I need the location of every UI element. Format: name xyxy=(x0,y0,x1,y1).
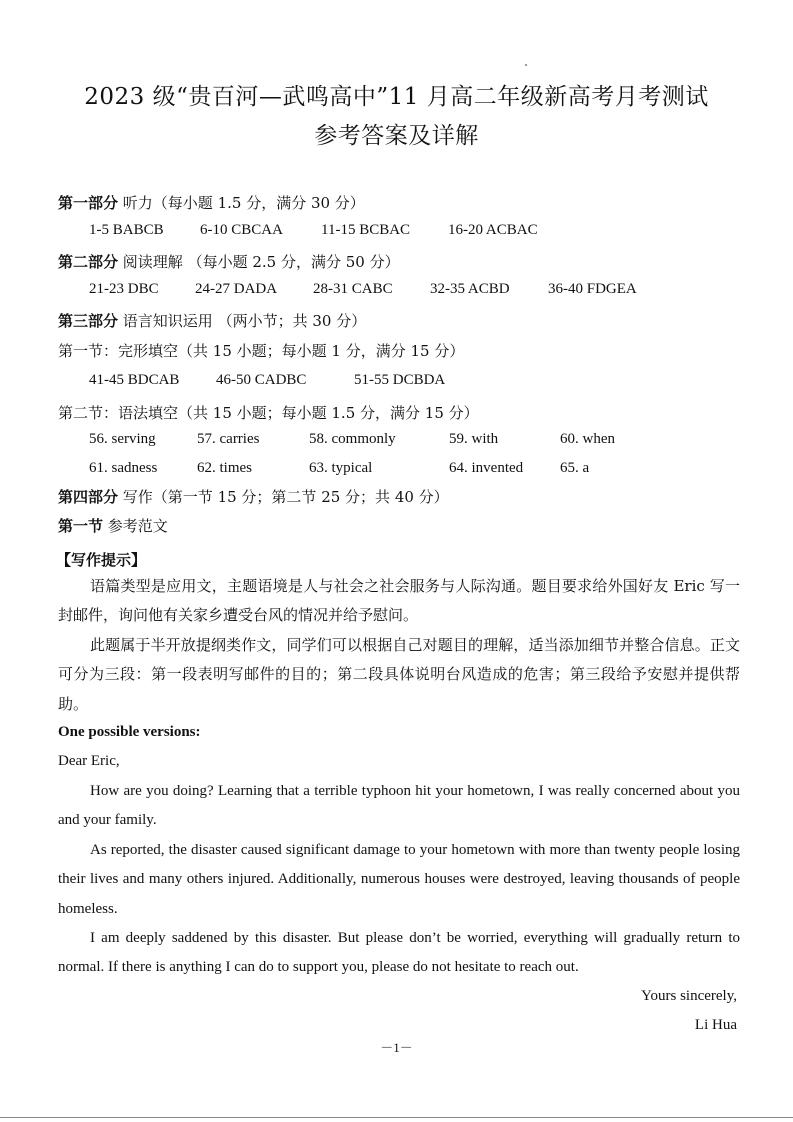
writing-tips-paragraph: 语篇类型是应用文，主题语境是人与社会之社会服务与人际沟通。题目要求给外国好友 Eric 写一封邮件，询问他有关家乡遭受台风的情况并给予慰问。 xyxy=(58,577,740,625)
answer-group: 32-35 ACBD xyxy=(430,281,510,297)
answer-group: 46-50 CADBC xyxy=(216,372,307,388)
part2-label: 第二部分 xyxy=(58,253,119,271)
part4-section1-desc: 参考范文 xyxy=(107,517,168,535)
answer-item: 58. commonly xyxy=(309,431,396,447)
answer-item: 64. invented xyxy=(449,460,524,476)
part1-desc: 听力（每小题 1.5 分，满分 30 分） xyxy=(122,194,365,212)
answer-group: 51-55 DCBDA xyxy=(354,372,446,388)
answer-group: 6-10 CBCAA xyxy=(200,222,283,238)
letter-closing: Yours sincerely, xyxy=(641,988,737,1004)
versions-heading: One possible versions: xyxy=(58,724,201,740)
part3-section1-heading: 第一节：完形填空（共 15 小题；每小题 1 分，满分 15 分） xyxy=(58,342,465,360)
letter-greeting: Dear Eric, xyxy=(58,753,120,769)
answer-group: 24-27 DADA xyxy=(195,281,278,297)
answer-group: 41-45 BDCAB xyxy=(89,372,180,388)
part4-label: 第四部分 xyxy=(58,488,119,506)
part2-heading xyxy=(58,251,400,272)
letter-signature: Li Hua xyxy=(694,1017,737,1033)
answer-group: 1-5 BABCB xyxy=(89,222,164,238)
answer-item: 61. sadness xyxy=(89,460,158,476)
part1-label: 第一部分 xyxy=(58,194,119,212)
answer-item: 63. typical xyxy=(309,460,373,476)
letter-paragraph: I am deeply saddened by this disaster. But please don’t be worried, everything will gradually return to normal. If there is anything I can do to support you, please do not hesitate to reach out. xyxy=(58,930,740,976)
answer-group: 11-15 BCBAC xyxy=(321,222,411,238)
page-number: －1－ xyxy=(380,1040,413,1055)
part4-section1-heading xyxy=(58,515,168,536)
answer-item: 62. times xyxy=(197,460,252,476)
part3-section2-heading: 第二节：语法填空（共 15 小题；每小题 1.5 分，满分 15 分） xyxy=(58,404,479,422)
answer-item: 56. serving xyxy=(89,431,156,447)
stray-dot xyxy=(525,64,527,66)
answer-group: 28-31 CABC xyxy=(313,281,393,297)
answer-item: 65. a xyxy=(560,460,590,476)
part4-section1-label: 第一节 xyxy=(58,517,104,535)
writing-tips-heading: 【写作提示】 xyxy=(56,551,147,569)
writing-tips-paragraph: 此题属于半开放提纲类作文，同学们可以根据自己对题目的理解，适当添加细节并整合信息。正文可分为三段：第一段表明写邮件的目的；第二段具体说明台风造成的危害；第三段给予安慰并提供帮助。 xyxy=(58,636,740,713)
part3-desc: 语言知识运用 （两小节；共 30 分） xyxy=(122,312,367,330)
part1-heading xyxy=(58,192,365,213)
part4-desc: 写作（第一节 15 分；第二节 25 分；共 40 分） xyxy=(122,488,449,506)
answer-item: 60. when xyxy=(560,431,615,447)
letter-paragraph: As reported, the disaster caused significant damage to your hometown with more than twenty people losing their lives and many others injured. Additionally, numerous houses were destroyed, leaving thousands of people homeless. xyxy=(58,842,740,917)
part2-desc: 阅读理解 （每小题 2.5 分，满分 50 分） xyxy=(122,253,400,271)
answer-item: 57. carries xyxy=(197,431,260,447)
part3-heading xyxy=(58,310,366,331)
answer-group: 36-40 FDGEA xyxy=(548,281,637,297)
page-bottom-rule xyxy=(0,1117,793,1118)
answer-group: 21-23 DBC xyxy=(89,281,159,297)
document-title: 2023 级“贵百河—武鸣高中”11 月高二年级新高考月考测试 xyxy=(84,84,709,110)
document-subtitle: 参考答案及详解 xyxy=(314,123,479,149)
answer-item: 59. with xyxy=(449,431,499,447)
answer-group: 16-20 ACBAC xyxy=(448,222,538,238)
letter-paragraph: How are you doing? Learning that a terrible typhoon hit your hometown, I was really concerned about you and your family. xyxy=(58,783,740,829)
part4-heading xyxy=(58,486,449,507)
part3-label: 第三部分 xyxy=(58,312,119,330)
